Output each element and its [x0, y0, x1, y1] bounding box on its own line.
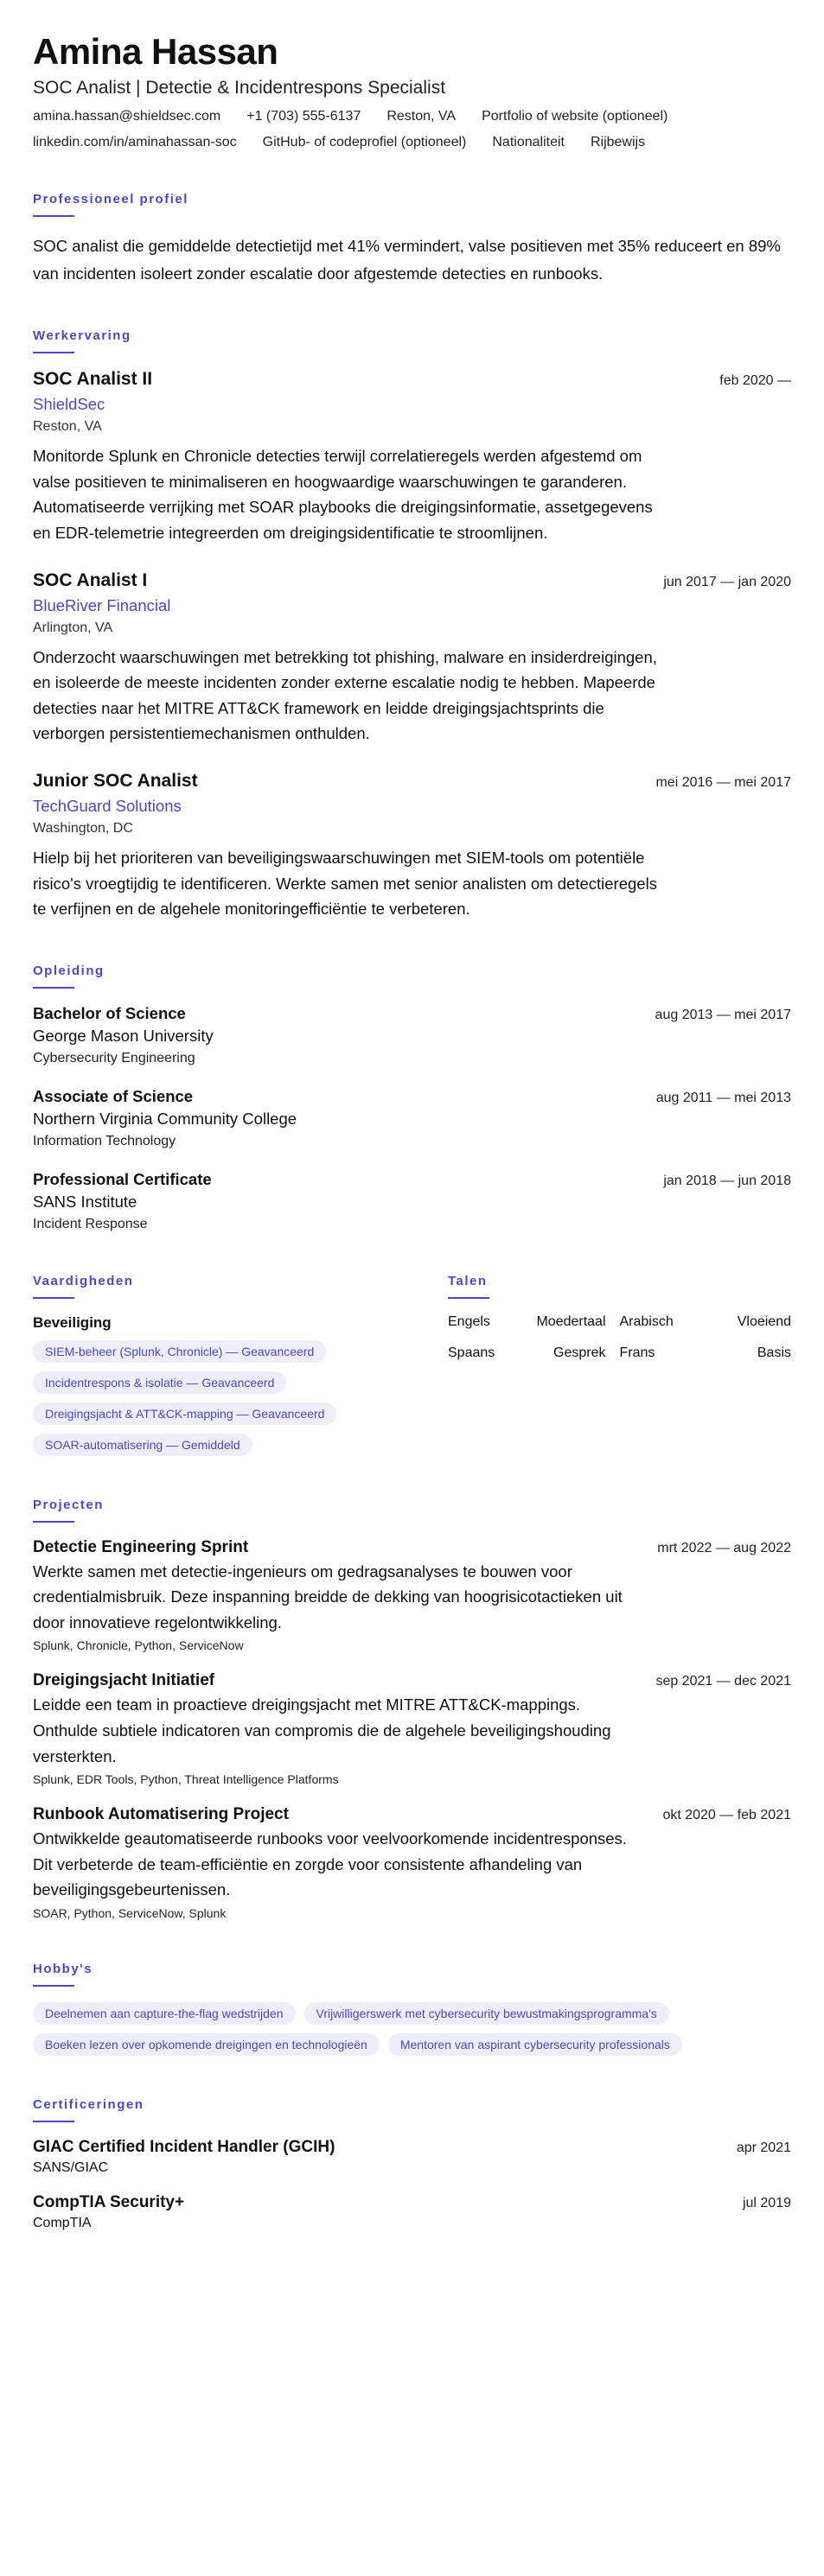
education-date: aug 2013 — mei 2017: [655, 1007, 791, 1022]
project-title: Runbook Automatisering Project: [33, 1805, 289, 1824]
resume-header: [33, 31, 791, 150]
education-entry: [33, 1087, 791, 1149]
contact-email[interactable]: amina.hassan@shieldsec.com: [33, 109, 221, 124]
certification-entry: [33, 2138, 791, 2176]
job-company: TechGuard Solutions: [33, 796, 182, 815]
education-school: George Mason University: [33, 1026, 214, 1045]
languages-grid: [448, 1314, 791, 1361]
section-title-experience: Werkervaring: [33, 328, 131, 344]
job-location: Reston, VA: [33, 419, 102, 435]
project-date: okt 2020 — feb 2021: [662, 1808, 791, 1823]
skill-chip: SOAR-automatisering — Gemiddeld: [33, 1434, 252, 1456]
certification-date: jul 2019: [742, 2196, 791, 2211]
project-entry: [33, 1538, 791, 1653]
education-field: Cybersecurity Engineering: [33, 1050, 195, 1065]
job-entry: [33, 771, 791, 922]
project-description: Werkte samen met detectie-ingenieurs om gedragsanalyses te bouwen voor credentialmisbruik. Deze inspanning breidde de dekking van hoogrisicotactieken uit door innovatieve regelontwikkeling.: [33, 1562, 623, 1631]
project-description: Leidde een team in proactieve dreigingsjacht met MITRE ATT&CK-mappings. Onthulde subtiele indicatoren van compromis die de algehele beveiligingshouding versterkten.: [33, 1695, 611, 1765]
job-title: Junior SOC Analist: [33, 770, 198, 791]
job-description: Monitorde Splunk en Chronicle detecties terwijl correlatieregels werden afgestemd om valse positieven te minimaliseren en hoogwaardige waarschuwingen te garanderen. Automatiseerde verrijking met SOAR playbooks die dreigingsinformatie, assetgegevens en EDR-telemetrie integreerden om dreigingsidentificatie te stroomlijnen.: [33, 447, 653, 542]
language-level: Moedertaal: [536, 1313, 606, 1329]
languages-column: [448, 1274, 791, 1456]
contact-nationality: Nationaliteit: [492, 135, 565, 150]
job-title: SOC Analist II: [33, 369, 153, 390]
education-degree: Associate of Science: [33, 1086, 194, 1105]
section-title-hobbies: Hobby's: [33, 1962, 93, 1977]
education-degree: Bachelor of Science: [33, 1003, 186, 1022]
section-title-skills: Vaardigheden: [33, 1273, 134, 1288]
section-divider: [448, 1297, 489, 1299]
skill-group-label: Beveiliging: [33, 1313, 112, 1331]
project-date: sep 2021 — dec 2021: [655, 1674, 791, 1689]
certification-name: CompTIA Security+: [33, 2193, 185, 2212]
project-entry: [33, 1805, 791, 1920]
contact-phone[interactable]: +1 (703) 555-6137: [246, 109, 361, 124]
job-date: feb 2020 —: [719, 373, 791, 389]
section-divider: [33, 1985, 74, 1987]
education-degree: Professional Certificate: [33, 1169, 212, 1188]
job-entry: [33, 570, 791, 747]
project-tech: Splunk, Chronicle, Python, ServiceNow: [33, 1638, 244, 1653]
job-description: Hielp bij het prioriteren van beveiligingswaarschuwingen met SIEM-tools om potentiële risico's vroegtijdig te identificeren. Werkte samen met senior analisten om detectieregels te verfijnen en de algehele monitoringefficiëntie te verbeteren.: [33, 848, 657, 919]
job-entry: [33, 369, 791, 545]
section-title-languages: Talen: [448, 1273, 488, 1288]
skill-chip: SIEM-beheer (Splunk, Chronicle) — Geavanceerd: [33, 1340, 326, 1363]
section-divider: [33, 987, 74, 989]
job-date: mei 2016 — mei 2017: [655, 774, 791, 790]
project-title: Dreigingsjacht Initiatief: [33, 1671, 215, 1690]
project-tech: SOAR, Python, ServiceNow, Splunk: [33, 1906, 227, 1921]
education-date: jan 2018 — jun 2018: [663, 1173, 791, 1188]
language-level: Gesprek: [553, 1345, 606, 1360]
certifications-section: [33, 2097, 791, 2231]
project-entry: [33, 1671, 791, 1786]
job-date: jun 2017 — jan 2020: [663, 574, 791, 589]
education-entry: [33, 1004, 791, 1066]
section-divider: [33, 1297, 74, 1299]
hobbies-section: [33, 1962, 791, 2056]
certification-issuer: SANS/GIAC: [33, 2160, 109, 2176]
project-title: Detectie Engineering Sprint: [33, 1537, 249, 1556]
job-company: ShieldSec: [33, 395, 105, 414]
experience-section: [33, 328, 791, 922]
language-name: Frans: [619, 1345, 655, 1360]
project-tech: Splunk, EDR Tools, Python, Threat Intelligence Platforms: [33, 1772, 339, 1787]
language-level: Vloeiend: [737, 1313, 791, 1329]
job-location: Washington, DC: [33, 820, 133, 836]
section-title-certifications: Certificeringen: [33, 2097, 144, 2113]
job-company: BlueRiver Financial: [33, 595, 171, 614]
skill-chip: Dreigingsjacht & ATT&CK-mapping — Geavanceerd: [33, 1402, 336, 1425]
job-description: Onderzocht waarschuwingen met betrekking tot phishing, malware en insiderdreigingen, en isoleerde de meeste incidenten zonder externe escalatie nodig te hebben. Mapeerde detecties naar het MITRE ATT&CK framework en leidde dreigingsjachtsprints die verborgen persistentiemechanismen onthulden.: [33, 647, 657, 743]
education-section: [33, 964, 791, 1232]
education-school: Northern Virginia Community College: [33, 1109, 297, 1128]
projects-section: [33, 1498, 791, 1920]
job-title: SOC Analist I: [33, 569, 148, 590]
contact-location: Reston, VA: [386, 109, 457, 124]
language-name: Engels: [448, 1313, 490, 1329]
language-name: Arabisch: [619, 1313, 674, 1329]
skill-chips: [33, 1340, 396, 1456]
section-title-projects: Projecten: [33, 1497, 104, 1512]
section-title-profile: Professioneel profiel: [33, 192, 188, 207]
hobby-chip: Deelnemen aan capture-the-flag wedstrijden: [33, 2002, 296, 2025]
skills-column: [33, 1274, 396, 1456]
language-name: Spaans: [448, 1345, 495, 1360]
skill-chip: Incidentrespons & isolatie — Geavanceerd: [33, 1371, 286, 1394]
contact-row-1: [33, 109, 791, 124]
hobby-chips: [33, 2002, 791, 2056]
education-field: Information Technology: [33, 1133, 176, 1148]
profile-section: [33, 192, 791, 287]
contact-github[interactable]: GitHub- of codeprofiel (optioneel): [262, 135, 467, 150]
candidate-name: Amina Hassan: [33, 31, 278, 72]
hobby-chip: Boeken lezen over opkomende dreigingen en technologieën: [33, 2033, 380, 2056]
contact-drivers-license: Rijbewijs: [590, 135, 646, 150]
language-level: Basis: [757, 1345, 791, 1360]
candidate-subtitle: SOC Analist | Detectie & Incidentrespons Specialist: [33, 78, 446, 99]
hobby-chip: Vrijwilligerswerk met cybersecurity bewustmakingsprogramma's: [304, 2002, 669, 2025]
section-divider: [33, 352, 74, 353]
contact-row-2: [33, 135, 791, 150]
contact-linkedin[interactable]: linkedin.com/in/aminahassan-soc: [33, 135, 237, 150]
education-school: SANS Institute: [33, 1192, 137, 1211]
certification-name: GIAC Certified Incident Handler (GCIH): [33, 2138, 335, 2157]
section-divider: [33, 2121, 74, 2122]
contact-portfolio[interactable]: Portfolio of website (optioneel): [482, 109, 668, 124]
skills-languages-section: [33, 1274, 791, 1456]
section-divider: [33, 215, 74, 217]
education-field: Incident Response: [33, 1216, 148, 1231]
job-location: Arlington, VA: [33, 620, 113, 635]
certification-entry: [33, 2193, 791, 2231]
certification-issuer: CompTIA: [33, 2216, 92, 2231]
education-entry: [33, 1170, 791, 1232]
project-date: mrt 2022 — aug 2022: [657, 1540, 791, 1555]
section-title-education: Opleiding: [33, 963, 105, 978]
profile-text: SOC analist die gemiddelde detectietijd met 41% vermindert, valse positieven met 35% reduceert en 89% van incidenten isoleert zonder escalatie door afgestemde detecties en runbooks.: [33, 237, 781, 283]
section-divider: [33, 1521, 74, 1523]
education-date: aug 2011 — mei 2013: [655, 1090, 791, 1105]
hobby-chip: Mentoren van aspirant cybersecurity professionals: [388, 2033, 682, 2056]
project-description: Ontwikkelde geautomatiseerde runbooks voor veelvoorkomende incidentresponses. Dit verbeterde de team-efficiëntie en zorgde voor consistente afhandeling van beveiligingsgebeurtenissen.: [33, 1829, 627, 1899]
certification-date: apr 2021: [736, 2140, 791, 2156]
